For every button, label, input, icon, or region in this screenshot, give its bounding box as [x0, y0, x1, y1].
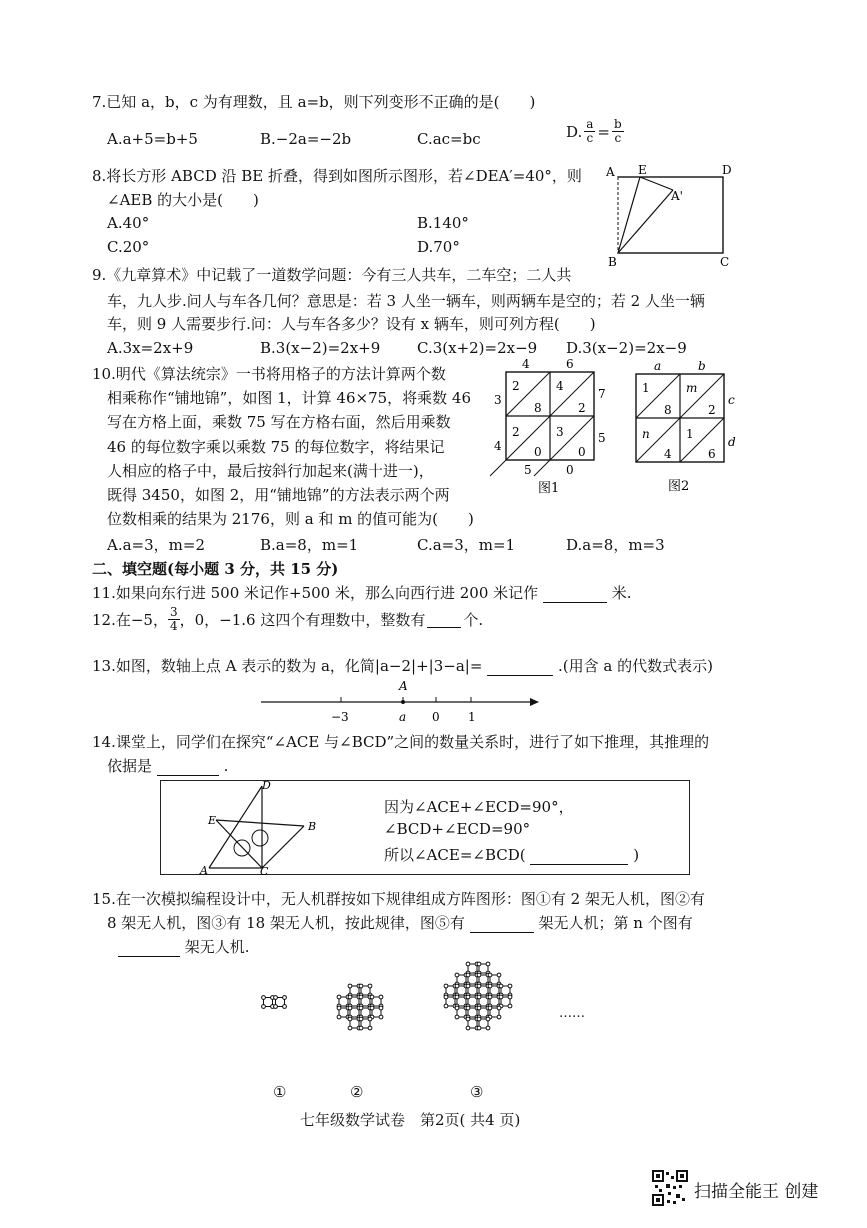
q8-label-d: D — [722, 163, 732, 177]
q9-line3: 车，则 9 人需要步行.问：人与车各多少？设有 x 辆车，则可列方程( ) — [107, 315, 596, 333]
q9-option-d: D.3(x−2)=2x−9 — [566, 339, 687, 357]
watermark-text: 扫描全能王 创建 — [694, 1182, 819, 1202]
q7-d-prefix: D. — [566, 122, 583, 141]
q10-line-3: 写在方格上面，乘数 75 写在方格右面，然后用乘数 — [107, 413, 451, 431]
q7-d-frac1: $\frac{a}{c}$ — [586, 117, 594, 145]
q7-option-c: C.ac=bc — [417, 130, 481, 148]
q8-label-c: C — [720, 255, 730, 269]
q8-option-d: D.70° — [417, 238, 460, 256]
q13-tick-a: a — [399, 710, 407, 724]
fig2-cell-4: 2 — [708, 403, 716, 417]
q14-line2-pre: 依据是 — [107, 757, 153, 775]
q15-line2-b: 架无人机；第 n 个图有 — [538, 914, 693, 932]
q13-tick-neg3: −3 — [331, 710, 349, 724]
q14-reason-2: ∠BCD+∠ECD=90° — [384, 820, 531, 838]
fig2-cell-7: 1 — [686, 427, 694, 441]
q14-reason-3 — [384, 844, 639, 865]
q15-blank-2[interactable] — [118, 938, 180, 957]
q8-label-a: A — [606, 165, 615, 179]
qr-code-icon — [652, 1170, 688, 1206]
q15-ellipsis: …… — [559, 1006, 585, 1021]
fig1-caption: 图1 — [538, 481, 560, 496]
q15-caption-2: ② — [350, 1083, 364, 1101]
q14-reason-blank[interactable] — [530, 846, 628, 865]
q10-line-2: 相乘称作“铺地锦”，如图 1，计算 46×75，将乘数 46 — [107, 389, 472, 407]
q10-line-6: 既得 3450，如图 2，用“铺地锦”的方法表示两个两 — [107, 486, 450, 504]
q14-label-e: E — [208, 814, 217, 827]
q14-line2 — [107, 755, 228, 776]
q14-reason-3-post: ) — [633, 846, 640, 864]
q8-option-a: A.40° — [107, 214, 150, 232]
fig2-top-b: b — [698, 359, 706, 373]
q13-tick-1: 1 — [468, 710, 476, 724]
q7-d-frac2: $\frac{b}{c}$ — [614, 117, 622, 145]
fig2-cell-1: 1 — [642, 381, 650, 395]
q9-line2: 车，九人步.问人与车各几何？意思是：若 3 人坐一辆车，则两辆车是空的；若 2 人坐一辆 — [107, 292, 705, 310]
q9-line1: 9.《九章算术》中记载了一道数学问题：今有三人共车，二车空；二人共 — [92, 266, 572, 284]
fig1-cell-7: 3 — [556, 425, 564, 439]
q14-reason-3-pre: 所以∠ACE=∠BCD( — [384, 846, 526, 864]
q15-caption-1: ① — [273, 1083, 287, 1101]
section-title: 二、填空题(每小题 3 分，共 15 分) — [92, 560, 339, 578]
q15-line2-a: 8 架无人机，图③有 18 架无人机，按此规律，图⑤有 — [107, 914, 465, 932]
q11-unit: 米. — [611, 584, 632, 602]
q14-label-c: C — [260, 865, 269, 875]
q9-option-b: B.3(x−2)=2x+9 — [260, 339, 381, 357]
q8-option-b: B.140° — [417, 214, 469, 232]
drone-icon — [477, 1017, 490, 1030]
q11-text: 11.如果向东行进 500 米记作+500 米，那么向西行进 200 米记作 — [92, 584, 539, 602]
q14-triangle-figure — [196, 780, 326, 875]
fig2-cell-6: 4 — [664, 447, 672, 461]
q8-line2: ∠AEB 的大小是( ) — [107, 191, 259, 209]
fig1-top-1: 4 — [522, 358, 530, 371]
q13-blank[interactable] — [487, 657, 553, 676]
q10-figure-2 — [628, 358, 748, 498]
q9-option-c: C.3(x+2)=2x−9 — [417, 339, 538, 357]
fig1-right-1: 7 — [598, 387, 606, 401]
page-footer: 七年级数学试卷 第2页( 共4 页) — [300, 1111, 521, 1129]
q15-drone-patterns — [252, 955, 612, 1065]
q14-blank[interactable] — [157, 757, 219, 776]
q14-reason-1: 因为∠ACE+∠ECD=90°， — [384, 798, 574, 816]
q9-option-a: A.3x=2x+9 — [107, 339, 194, 357]
q14-label-a: A — [200, 864, 208, 875]
q11 — [92, 582, 632, 603]
q12-pre: 12.在−5， — [92, 611, 168, 629]
q10-option-d: D.a=8，m=3 — [566, 536, 665, 554]
fig1-cell-1: 2 — [512, 379, 520, 393]
q7-d-eq: = — [597, 122, 610, 141]
fig2-caption: 图2 — [668, 479, 690, 494]
fig1-cell-2: 8 — [534, 401, 542, 415]
fig1-right-2: 5 — [598, 431, 606, 445]
fig1-top-2: 6 — [566, 358, 574, 371]
fig1-left-1: 3 — [494, 393, 502, 407]
q10-line-4: 46 的每位数字乘以乘数 75 的每位数字，将结果记 — [107, 438, 445, 456]
drone-icon — [359, 1017, 372, 1030]
q7-option-a: A.a+5=b+5 — [107, 130, 198, 148]
fig2-top-a: a — [654, 359, 662, 373]
q14-label-b: B — [308, 820, 317, 833]
q13 — [92, 655, 713, 676]
q15-line3-text: 架无人机. — [184, 938, 250, 956]
drone-icon — [262, 996, 275, 1009]
fig1-cell-4: 2 — [578, 401, 586, 415]
q15-caption-3: ③ — [470, 1083, 484, 1101]
fig2-cell-2: 8 — [664, 403, 672, 417]
fig2-cell-n: n — [642, 427, 650, 441]
fig2-cell-m: m — [686, 381, 698, 395]
q12-post: ，0，−1.6 这四个有理数中，整数有 — [179, 611, 426, 629]
q10-line-5: 人相应的格子中，最后按斜行加起来(满十进一)， — [107, 462, 434, 480]
q7-option-b: B.−2a=−2b — [260, 130, 352, 148]
q7-option-d — [566, 118, 624, 145]
fig2-right-d: d — [728, 435, 736, 449]
q15-line1: 15.在一次模拟编程设计中，无人机群按如下规律组成方阵图形：图①有 2 架无人机，图②有 — [92, 890, 705, 908]
fig2-right-c: c — [728, 393, 735, 407]
fig2-cell-8: 6 — [708, 447, 716, 461]
q8-label-b: B — [608, 255, 617, 269]
q14-line2-post: . — [223, 757, 229, 775]
q12-fraction: $\frac{3}{4}$ — [169, 605, 178, 633]
drone-icon — [274, 996, 287, 1009]
q10-option-b: B.a=8，m=1 — [260, 536, 359, 554]
drone-icon — [370, 1006, 383, 1019]
q10-figure-1 — [490, 358, 610, 498]
q10-line-7: 位数相乘的结果为 2176，则 a 和 m 的值可能为( ) — [107, 510, 474, 528]
q10-line-1: 10.明代《算法统宗》一书将用格子的方法计算两个数 — [92, 365, 446, 383]
q15-line2 — [107, 912, 693, 933]
q11-blank[interactable] — [543, 584, 607, 603]
q14-line1: 14.课堂上，同学们在探究“∠ACE 与∠BCD”之间的数量关系时，进行了如下推理，其推理的 — [92, 733, 710, 751]
fig1-bottom-1: 5 — [524, 463, 532, 477]
fig1-cell-3: 4 — [556, 379, 564, 393]
q7-stem: 7.已知 a，b，c 为有理数，且 a=b，则下列变形不正确的是( ) — [92, 93, 536, 111]
fig1-cell-6: 0 — [534, 445, 542, 459]
q8-option-c: C.20° — [107, 238, 150, 256]
q8-label-e: E — [638, 163, 647, 177]
fig1-cell-8: 0 — [578, 445, 586, 459]
q12-unit: 个. — [463, 611, 484, 629]
q12 — [92, 606, 483, 633]
q12-blank[interactable] — [427, 611, 461, 628]
q13-point-a: A — [399, 679, 408, 693]
q8-line1: 8.将长方形 ABCD 沿 BE 折叠，得到如图所示图形，若∠DEA′=40°，则 — [92, 167, 582, 185]
q10-option-a: A.a=3，m=2 — [107, 536, 205, 554]
drone-icon — [488, 1006, 501, 1019]
q13-text: 13.如图，数轴上点 A 表示的数为 a，化简|a−2|+|3−a|= — [92, 657, 483, 675]
drone-icon — [499, 995, 512, 1008]
q13-tick-0: 0 — [432, 710, 440, 724]
q8-fold-figure — [598, 160, 738, 270]
q13-tail: .(用含 a 的代数式表示) — [557, 657, 713, 675]
q10-option-c: C.a=3，m=1 — [417, 536, 516, 554]
q8-label-aprime: A' — [671, 189, 683, 203]
fig1-bottom-2: 0 — [566, 463, 574, 477]
q13-number-line — [255, 678, 545, 728]
q14-label-d: D — [262, 780, 271, 792]
q15-line3 — [118, 936, 250, 957]
fig1-cell-5: 2 — [512, 425, 520, 439]
fig1-left-2: 4 — [494, 439, 502, 453]
q15-blank-1[interactable] — [470, 914, 534, 933]
